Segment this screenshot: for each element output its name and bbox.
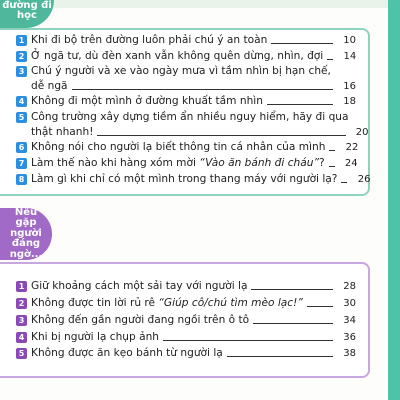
page-edge-strip	[388, 0, 400, 400]
item-title-quote: “Giúp cô/chú tìm mèo lạc!”	[158, 297, 303, 309]
item-page: 28	[343, 281, 356, 292]
item-page: 30	[343, 298, 356, 309]
item-number: 1	[16, 281, 27, 292]
item-title: Khi đi bộ trên đường luôn phải chú ý an toàn	[31, 34, 268, 46]
toc-item[interactable]	[16, 110, 369, 140]
item-title: Giữ khoảng cách một sải tay với người lạ	[31, 280, 248, 292]
section-2-badge-line3: ngờ...	[9, 248, 43, 260]
item-title: Làm gì khi chỉ có một mình trong thang máy với người lạ?	[31, 173, 338, 185]
item-title: Không nói cho người lạ biết thông tin cá nhân của mình	[31, 141, 326, 153]
item-number: 5	[16, 112, 27, 123]
dot-leader	[253, 323, 333, 324]
dot-leader	[163, 340, 333, 341]
toc-item[interactable]	[16, 330, 356, 345]
dot-leader	[227, 356, 333, 357]
toc-item[interactable]	[16, 296, 356, 311]
item-page: 38	[343, 348, 356, 359]
toc-item[interactable]	[16, 156, 356, 171]
toc-item[interactable]	[16, 49, 356, 64]
item-number: 5	[16, 348, 27, 359]
item-title-line2: thật nhanh!	[31, 126, 94, 138]
item-number: 8	[16, 174, 27, 185]
item-title: Làm thế nào khi hàng xóm mời	[31, 157, 200, 169]
section-2-badge	[0, 208, 52, 260]
item-title-quote: “Vào ăn bánh đi cháu”	[199, 157, 319, 169]
item-title: Không được tin lời rủ rê	[31, 297, 159, 309]
dot-leader	[329, 150, 335, 151]
item-number: 4	[16, 96, 27, 107]
item-number: 6	[16, 142, 27, 153]
item-title-line1: Công trường xây dựng tiềm ẩn nhiều nguy hiểm, hãy đi qua	[31, 111, 349, 123]
toc-item[interactable]	[16, 313, 356, 328]
item-page: 24	[344, 158, 358, 169]
item-number: 1	[16, 35, 27, 46]
item-number: 3	[16, 66, 27, 77]
section-2-badge-line2: người đáng	[10, 227, 42, 250]
section-1-badge-line1: đường đi	[2, 0, 52, 11]
item-page: 36	[343, 332, 356, 343]
item-title: Không được ăn kẹo bánh từ người lạ	[31, 347, 223, 359]
dot-leader	[267, 104, 333, 105]
item-number: 2	[16, 51, 27, 62]
dot-leader	[329, 166, 335, 167]
dot-leader	[251, 289, 333, 290]
dot-leader	[341, 182, 347, 183]
item-title: Ở ngã tư, dù đèn xanh vẫn không quên dừng, nhìn, đợi	[31, 50, 324, 62]
item-page: 22	[345, 142, 359, 153]
top-illustration-strip	[0, 0, 388, 8]
item-title-line2: dễ ngã	[31, 80, 68, 92]
item-number: 7	[16, 158, 27, 169]
item-page: 10	[343, 35, 356, 46]
item-number: 4	[16, 332, 27, 343]
toc-item[interactable]	[16, 346, 356, 361]
dot-leader	[97, 135, 345, 136]
toc-item[interactable]	[16, 64, 356, 94]
item-page: 18	[343, 96, 356, 107]
item-title: Không đi một mình ở đường khuất tầm nhìn	[31, 95, 263, 107]
toc-item[interactable]	[16, 140, 359, 155]
section-1-badge	[0, 0, 54, 28]
item-page: 26	[357, 174, 371, 185]
toc-item[interactable]	[16, 94, 356, 109]
item-number: 3	[16, 315, 27, 326]
item-page: 16	[343, 81, 356, 92]
item-page: 14	[343, 51, 357, 62]
dot-leader	[271, 43, 333, 44]
dot-leader	[72, 89, 333, 90]
dot-leader	[307, 306, 333, 307]
dot-leader	[327, 59, 333, 60]
item-page: 20	[355, 127, 369, 138]
item-number: 2	[16, 298, 27, 309]
section-1-badge-line2: học	[17, 10, 37, 21]
toc-item[interactable]	[16, 279, 356, 294]
item-title-end: ?	[318, 157, 325, 169]
item-title: Khi bị người lạ chụp ảnh	[31, 331, 160, 343]
toc-item[interactable]	[16, 172, 371, 187]
item-page: 34	[343, 315, 356, 326]
toc-item[interactable]	[16, 33, 356, 48]
item-title: Không đến gần người đang ngồi trên ô tô	[31, 314, 250, 326]
section-2-badge-line1: Nếu gặp	[14, 206, 38, 229]
item-title-line1: Chú ý người và xe vào ngày mưa vì tầm nhìn bị hạn chế,	[31, 65, 331, 77]
